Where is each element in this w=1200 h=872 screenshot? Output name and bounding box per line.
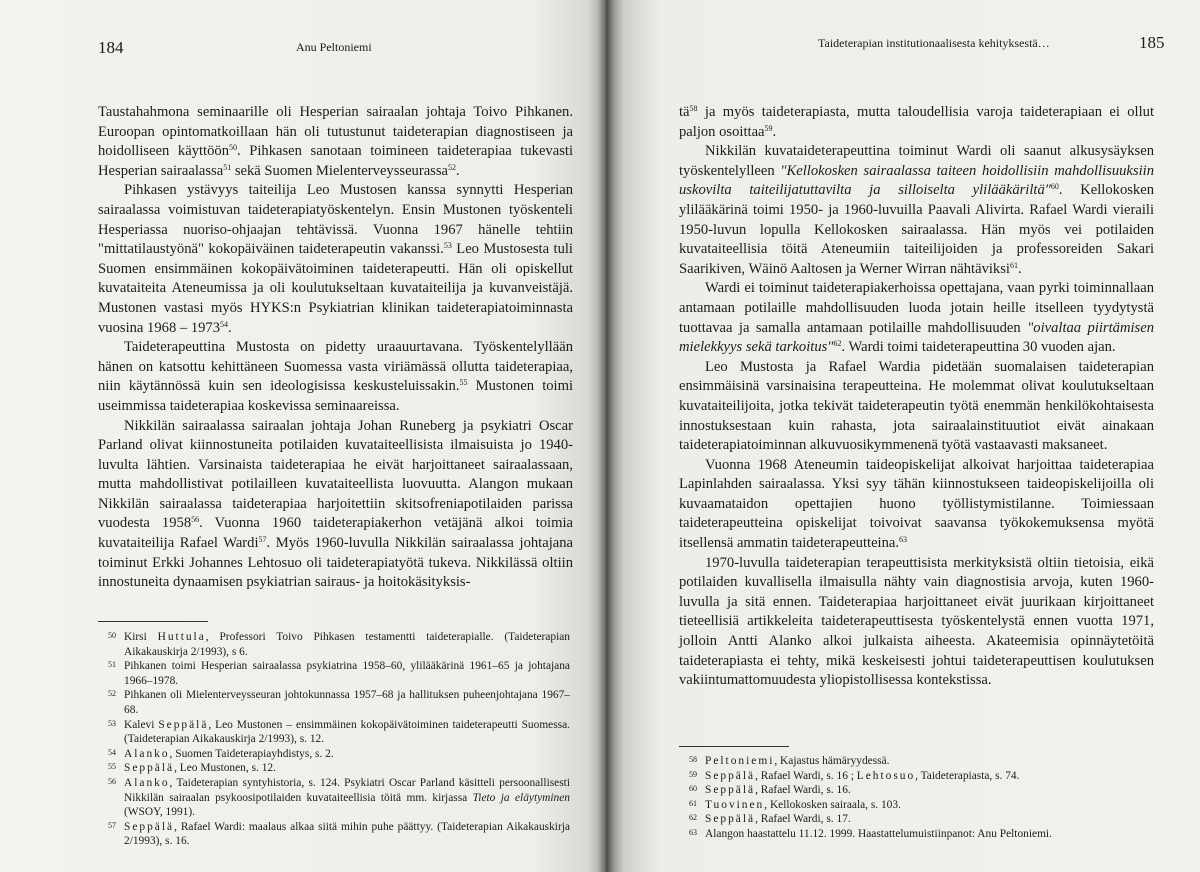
spaced-author-name: Seppälä — [705, 813, 756, 826]
footnote — [679, 769, 1159, 784]
text-run: , Leo Mustonen – ensimmäinen kokopäivätoiminen taideterapeutti Suomessa. (Taideterapian Aikakauskirja 2/1993), s. 12. — [124, 718, 571, 746]
footnote — [679, 783, 1159, 798]
text-run: Kirsi — [124, 631, 158, 643]
text-run: Alangon haastattelu 11.12. 1999. Haastattelumuistiinpanot: Anu Peltoniemi. — [705, 827, 1052, 840]
footnote — [98, 630, 570, 659]
spaced-author-name: Seppälä — [158, 718, 209, 731]
text-run: Taideterapeuttina Mustosta on pidetty uraauurtavana. Työskentelyllään hänen on katsottu kehittäneen Suomessa vasta viriämässä ollutta taideterapiaa, niin käytännössä kuin sen ideologisissa keskusteluissakin. — [98, 339, 573, 395]
footnote — [98, 820, 570, 849]
footnote-reference: 53 — [443, 241, 452, 251]
italic-text: Tieto ja eläytyminen — [472, 791, 571, 804]
text-run: Taustahahmona seminaarille oli Hesperian sairaalan johtaja Toivo Pihkanen. Euroopan opintomatkoillaan hän oli tutustunut taideterapian diagnostiseen ja hoidolliseen käyttöön — [98, 104, 573, 160]
text-run: Vuonna 1968 Ateneumin taideopiskelijat alkoivat harjoittaa taideterapiaa Lapinlahden sairaalassa. Yksi syy tähän kiinnostukseen taideopiskelijoilla oli kuvaamataidon opettajien huono työllistymistilanne. Toimiessaan taideterapeutteina opiskelijat toivoivat saavansa työkokemuksensa myötä itsellensä ammatin taideterapeutteina. — [679, 456, 1154, 552]
footnote — [98, 718, 570, 747]
footnote-reference: 51 — [223, 162, 232, 172]
text-run: Pihkasen ystävyys taiteilija Leo Mustosen kanssa synnytti Hesperian sairaalassa voimistuvan taideterapiatyöskentelyn. Ensin Mustonen työskenteli Hesperiassa nuoriso-ohjaajan tehtävissä. Vuonna 1967 hänelle tehtiin "mittatilaustyönä" kokopäiväinen taideterapeutin vakanssi. — [98, 182, 573, 258]
text-run: , Rafael Wardi, s. 16 ; — [755, 769, 857, 782]
footnote-number: 59 — [689, 769, 697, 779]
text-run: Nikkilän kuvataideterapeuttina toiminut Wardi oli saanut alkusysäyksen työskentelylleen — [679, 143, 1154, 179]
spaced-author-name: Huttula — [157, 631, 206, 643]
body-paragraph — [98, 103, 573, 181]
footnote-number: 51 — [108, 660, 116, 670]
footnote — [98, 776, 570, 820]
footnote-number: 55 — [108, 762, 116, 772]
text-run: , Suomen Taideterapiayhdistys, s. 2. — [169, 747, 334, 760]
footnote-number: 63 — [689, 827, 697, 837]
footnote-number: 56 — [108, 776, 116, 786]
text-run: (WSOY, 1991). — [124, 806, 195, 819]
footnote-number: 62 — [689, 813, 697, 823]
footnote-reference: 54 — [220, 319, 229, 329]
footnote-number: 60 — [689, 784, 697, 794]
text-run: . Kellokosken ylilääkärinä toimi 1950- ja 1960-luvuilla Paavali Alivirta. Rafael Wardi vieraili 1950-luvun lopulla Kellokosken sairaalassa. Hän myös vei potilaiden kuvataiteellisia töitä Ateneumiin taiteilijoiden ja professoreiden Sakari Saarikiven, Wäinö Aaltosen ja Werner Wirran nähtäviksi — [679, 182, 1154, 277]
text-run: . Pihkasen sanotaan toimineen taideterapiaa tukevasti Hesperian sairaalassa — [98, 143, 573, 179]
text-run: , Rafael Wardi, s. 17. — [755, 813, 851, 826]
text-run: , Leo Mustonen, s. 12. — [174, 762, 276, 775]
spaced-author-name: Seppälä — [124, 820, 175, 833]
text-run: , Kajastus hämäryydessä. — [774, 755, 890, 767]
body-paragraph — [679, 103, 1154, 142]
right-page-number: 185 — [1139, 33, 1165, 52]
footnote-number: 57 — [108, 820, 116, 830]
body-paragraph — [98, 338, 573, 416]
footnote-number: 58 — [689, 755, 697, 764]
text-run: Pihkanen oli Mielenterveysseuran johtokunnassa 1957–68 ja hallituksen puheenjohtajana 1967–68. — [124, 689, 570, 716]
text-run: ja myös taideterapiasta, mutta taloudellisia varoja taideterapiaan ei ollut paljon osoittaa — [679, 104, 1154, 140]
footnote-reference: 56 — [191, 515, 200, 525]
spaced-author-name: Seppälä — [124, 762, 175, 775]
spaced-author-name: Seppälä — [705, 769, 756, 782]
text-run: Mustonen toimi useimmissa taideterapiaa koskevissa seminaareissa. — [98, 378, 574, 414]
text-run: Nikkilän sairaalassa sairaalan johtaja Johan Runeberg ja psykiatri Oscar Parland olivat kiinnostuneita potilaiden kuvataiteellisista ilmaisuista jo 1940-luvulta lähtien. Varsinaista taideterapiaa he eivät harjoittaneet sairaalassaan, mutta mahdollistivat potilailleen kuvataiteellista luovuutta. Alangon mukaan Nikkilän sairaalassa taideterapiaa harjoitettiin skitsofreniapotilaiden parissa vuodesta 1958 — [98, 417, 573, 532]
right-footnote-rule — [679, 746, 789, 747]
footnote — [679, 812, 1159, 827]
text-run: , Professori Toivo Pihkasen testamentti taideterapialle. (Taideterapian Aikakauskirja 2/1993), s 6. — [124, 631, 570, 658]
text-run: . Vuonna 1960 taideterapiakerhon vetäjänä alkoi toimia kuvataiteilija Rafael Wardi — [98, 515, 573, 552]
right-running-head: Taideterapian institutionaalisesta kehityksestä… — [818, 36, 1050, 50]
text-run: , Rafael Wardi: maalaus alkaa siitä mihin puhe päättyy. (Taideterapian Aikakauskirja 2/1993), s. 16. — [124, 820, 570, 848]
footnote — [679, 798, 1159, 813]
footnote — [679, 827, 1159, 842]
italic-text: "Kellokosken sairaalassa taiteen hoidollisiin mahdollisuuksiin uskovilta taiteilijatuttavilta ja silloiselta ylilääkäriltä" — [679, 162, 1154, 199]
spaced-author-name: Alanko — [124, 747, 170, 760]
footnote — [679, 754, 1159, 769]
text-run: Pihkanen toimi Hesperian sairaalassa psykiatrina 1958–60, ylilääkärinä 1961–65 ja johtajana 1966–1978. — [124, 660, 570, 687]
left-running-head: Anu Peltoniemi — [296, 40, 372, 54]
footnote-reference: 59 — [764, 123, 773, 133]
body-paragraph — [98, 417, 573, 593]
text-run: , Taideterapian syntyhistoria, s. 124. Psykiatri Oscar Parland käsitteli persoonallisesti Nikkilän sairaalan psykoosipotilaiden kuvataiteellisia töitä mm. kirjassa — [124, 776, 570, 804]
left-footnotes — [98, 630, 570, 849]
body-paragraph — [679, 142, 1154, 279]
text-run: . — [228, 319, 232, 336]
text-run: . Wardi toimi taideterapeuttina 30 vuoden ajan. — [841, 339, 1116, 356]
footnote-number: 53 — [108, 718, 116, 728]
text-run: Kalevi — [124, 718, 159, 731]
text-run: Leo Mustosesta tuli Suomen ensimmäinen kokopäivätoiminen taideterapeutti. Hän oli opiskellut kuvataiteita Ateneumissa ja oli koulutukseltaan kuvataiteilija ja kuvanveistäjä. Mustonen vastasi myös HYKS:n Psykiatrian klinikan taideterapiatoiminnasta vuosina 1968 – 1973 — [98, 241, 573, 336]
text-run: . — [772, 123, 777, 140]
book-gutter — [598, 0, 614, 872]
left-body-text — [98, 103, 573, 593]
text-run: . — [456, 162, 460, 179]
body-paragraph — [98, 181, 573, 338]
right-page — [606, 0, 1200, 872]
text-run: tä — [679, 104, 690, 120]
body-paragraph — [679, 279, 1154, 357]
footnote-number: 52 — [108, 689, 116, 699]
body-paragraph — [679, 456, 1154, 554]
text-run: Leo Mustosta ja Rafael Wardia pidetään suomalaisen taideterapian ensimmäisinä varsinaisina terapeutteina. He molemmat olivat koulutukseltaan kuvataiteilijoita, jotka tekivät taideterapeutin työtä enemmän henkilökohtaisesta innostuksestaan kuin rahasta, jota sairaalainstituutiot eivät ainakaan taideterapiatoiminnan alkuvuosikymmenenä työtä vastaavasti maksaneet. — [679, 358, 1154, 454]
right-body-text — [679, 103, 1154, 691]
text-run: Wardi ei toiminut taideterapiakerhoissa opettajana, vaan pyrki toiminnallaan antamaan potilaille mahdollisuuden luoda jotain heille itselleen tyydytystä tuottavaa ja samalla antamaan potilaille mahdollisuuden — [679, 280, 1154, 336]
footnote — [98, 688, 570, 717]
footnote-number: 61 — [689, 798, 697, 808]
footnote-reference: 61 — [1009, 260, 1018, 270]
spaced-author-name: Peltoniemi — [705, 755, 775, 767]
spaced-author-name: Seppälä — [705, 784, 756, 797]
spaced-author-name: Lehtosuo — [856, 769, 916, 782]
footnote-reference: 63 — [899, 535, 908, 545]
right-footnotes — [679, 754, 1159, 842]
text-run: sekä Suomen Mielenterveysseurassa — [231, 162, 449, 179]
footnote-reference: 58 — [689, 104, 698, 113]
footnote-reference: 57 — [258, 535, 267, 545]
left-footnote-rule — [98, 621, 208, 622]
footnote — [98, 659, 570, 688]
spaced-author-name: Alanko — [124, 776, 170, 789]
footnote — [98, 747, 570, 762]
text-run: , Rafael Wardi, s. 16. — [755, 784, 851, 797]
text-run: 1970-luvulla taideterapian terapeuttisista merkityksistä oltiin tietoisia, eikä potilaiden kuvallisella ilmaisulla nähty vain diagnostisia arvoja, kuten 1960-luvulla ja sitä ennen. Taideterapiaa harjoittaneet eivät juurikaan kirjoittaneet tieteellisiä artikkeleita taideterapeuttisesta työskentelystä ennen vuotta 1971, jolloin Antti Alanko alkoi julkaista aiheesta. Akateemisia opinnäytetöitä taideterapiasta ei tehty, mikä keskeisesti johtui taideterapeuttisen koulutuksen vakiintumattomuudesta yliopistollisessa kontekstissa. — [679, 554, 1154, 689]
text-run: , Taideterapiasta, s. 74. — [915, 769, 1020, 782]
footnote-number: 50 — [108, 631, 116, 640]
text-run: . — [1017, 260, 1022, 277]
body-paragraph — [679, 358, 1154, 456]
italic-text: "oivaltaa piirtämisen mielekkyys sekä tarkoitus" — [679, 319, 1155, 356]
footnote-reference: 50 — [229, 143, 238, 153]
footnote — [98, 761, 570, 776]
text-run: . Myös 1960-luvulla Nikkilän sairaalassa johtajana toiminut Erkki Johannes Lehtosuo oli taideterapiatyötä tukeva. Nikkilässä oltiin innostuneita dynaamisen psykiatrian sairaus- ja hoitokäsityksis- — [98, 535, 573, 591]
footnote-reference: 60 — [1050, 182, 1059, 192]
left-page-number: 184 — [98, 38, 124, 57]
footnote-number: 54 — [108, 747, 116, 757]
footnote-reference: 62 — [833, 339, 842, 349]
footnote-reference: 52 — [448, 162, 457, 172]
body-paragraph — [679, 554, 1154, 691]
text-run: , Kellokosken sairaala, s. 103. — [764, 798, 901, 811]
spaced-author-name: Tuovinen — [705, 798, 765, 811]
footnote-reference: 55 — [459, 378, 468, 388]
